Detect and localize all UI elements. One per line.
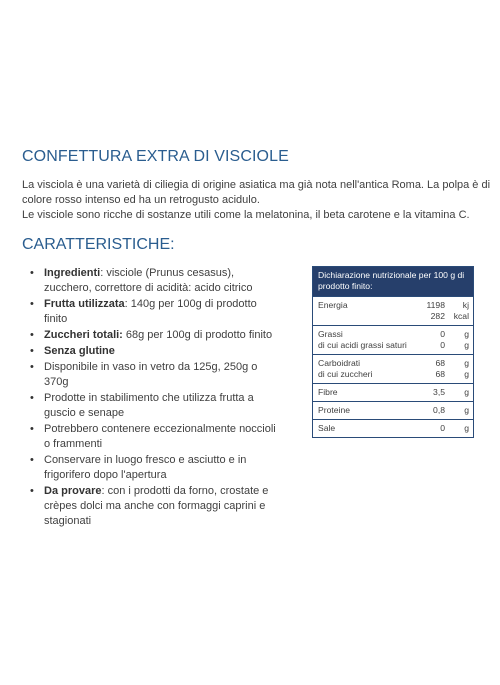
bullet-icon: • xyxy=(30,329,34,341)
nutrition-table xyxy=(312,266,474,438)
nutrition-row xyxy=(313,401,473,419)
nutrient-unit: kj xyxy=(462,300,469,310)
nutrient-label: di cui acidi grassi saturi xyxy=(318,340,407,350)
feature-label: Frutta utilizzata xyxy=(44,298,125,310)
bullet-icon: • xyxy=(30,454,34,466)
nutrient-value: 3,5 xyxy=(433,387,445,397)
nutrient-unit: g xyxy=(464,329,469,339)
feature-item xyxy=(28,422,278,452)
feature-text: Potrebbero contenere eccezionalmente noccioli o frammenti xyxy=(44,423,276,450)
nutrient-unit: g xyxy=(464,358,469,368)
nutrient-value: 1198 xyxy=(426,300,445,310)
nutrient-value: 0 xyxy=(440,329,445,339)
feature-label: Da provare xyxy=(44,485,102,497)
bullet-icon: • xyxy=(30,267,34,279)
feature-text: 68g per 100g di prodotto finito xyxy=(122,329,273,341)
feature-item xyxy=(28,484,278,529)
nutrient-label: Energia xyxy=(318,300,348,310)
product-title: CONFETTURA EXTRA DI VISCIOLE xyxy=(22,148,289,165)
feature-text: : con i prodotti da forno, crostate e crèpes dolci ma anche con formaggi caprini e stagionati xyxy=(44,485,269,527)
feature-label: Ingredienti xyxy=(44,267,101,279)
feature-text: Disponibile in vaso in vetro da 125g, 250g o 370g xyxy=(44,361,258,388)
nutrient-label: Carboidrati xyxy=(318,358,361,368)
nutrition-line xyxy=(318,329,469,340)
nutrient-value: 68 xyxy=(435,369,445,379)
nutrition-row xyxy=(313,383,473,401)
nutrient-unit: kcal xyxy=(453,311,469,321)
nutrition-line xyxy=(318,387,469,398)
nutrition-row xyxy=(313,325,473,354)
feature-label: Zuccheri totali: xyxy=(44,329,123,341)
feature-item xyxy=(28,391,278,421)
features-list xyxy=(28,266,278,530)
feature-item xyxy=(28,453,278,483)
section-title-characteristics: CARATTERISTICHE: xyxy=(22,236,175,253)
feature-label: Senza glutine xyxy=(44,345,115,357)
nutrient-unit: g xyxy=(464,340,469,350)
nutrient-label: Proteine xyxy=(318,405,351,415)
nutrition-row xyxy=(313,354,473,383)
nutrient-value: 68 xyxy=(435,358,445,368)
nutrition-row xyxy=(313,296,473,325)
feature-text: Conservare in luogo fresco e asciutto e in frigorifero dopo l'apertura xyxy=(44,454,247,481)
feature-item xyxy=(28,344,278,359)
nutrition-line xyxy=(318,311,469,322)
feature-item xyxy=(28,328,278,343)
nutrient-unit: g xyxy=(464,423,469,433)
bullet-icon: • xyxy=(30,345,34,357)
nutrient-value: 0 xyxy=(440,340,445,350)
nutrition-line xyxy=(318,369,469,380)
feature-text: : 140g per 100g di prodotto finito xyxy=(44,298,257,325)
nutrient-unit: g xyxy=(464,369,469,379)
nutrition-table-header: Dichiarazione nutrizionale per 100 g di prodotto finito: xyxy=(313,267,473,296)
nutrition-row xyxy=(313,419,473,437)
feature-item xyxy=(28,360,278,390)
feature-text: : visciole (Prunus cesasus), zucchero, correttore di acidità: acido citrico xyxy=(44,267,253,294)
bullet-icon: • xyxy=(30,423,34,435)
nutrient-label: Sale xyxy=(318,423,336,433)
bullet-icon: • xyxy=(30,392,34,404)
product-description xyxy=(22,178,492,223)
bullet-icon: • xyxy=(30,485,34,497)
nutrient-label: Fibre xyxy=(318,387,338,397)
nutrient-value: 0 xyxy=(440,423,445,433)
nutrition-line xyxy=(318,423,469,434)
nutrition-line xyxy=(318,405,469,416)
description-paragraph: La visciola è una varietà di ciliegia di origine asiatica ma già nota nell'antica Roma. La polpa è di colore rosso intenso ed ha un retrogusto acidulo. xyxy=(22,179,491,206)
description-paragraph: Le visciole sono ricche di sostanze utili come la melatonina, il beta carotene e la vitamina C. xyxy=(22,209,470,221)
nutrient-label: Grassi xyxy=(318,329,343,339)
nutrient-unit: g xyxy=(464,405,469,415)
nutrition-line xyxy=(318,358,469,369)
bullet-icon: • xyxy=(30,361,34,373)
nutrient-label: di cui zuccheri xyxy=(318,369,373,379)
nutrition-line xyxy=(318,300,469,311)
feature-text: Prodotte in stabilimento che utilizza frutta a guscio e senape xyxy=(44,392,254,419)
feature-item xyxy=(28,266,278,296)
nutrient-value: 0,8 xyxy=(433,405,445,415)
feature-item xyxy=(28,297,278,327)
nutrient-unit: g xyxy=(464,387,469,397)
nutrient-value: 282 xyxy=(430,311,445,321)
nutrition-line xyxy=(318,340,469,351)
bullet-icon: • xyxy=(30,298,34,310)
